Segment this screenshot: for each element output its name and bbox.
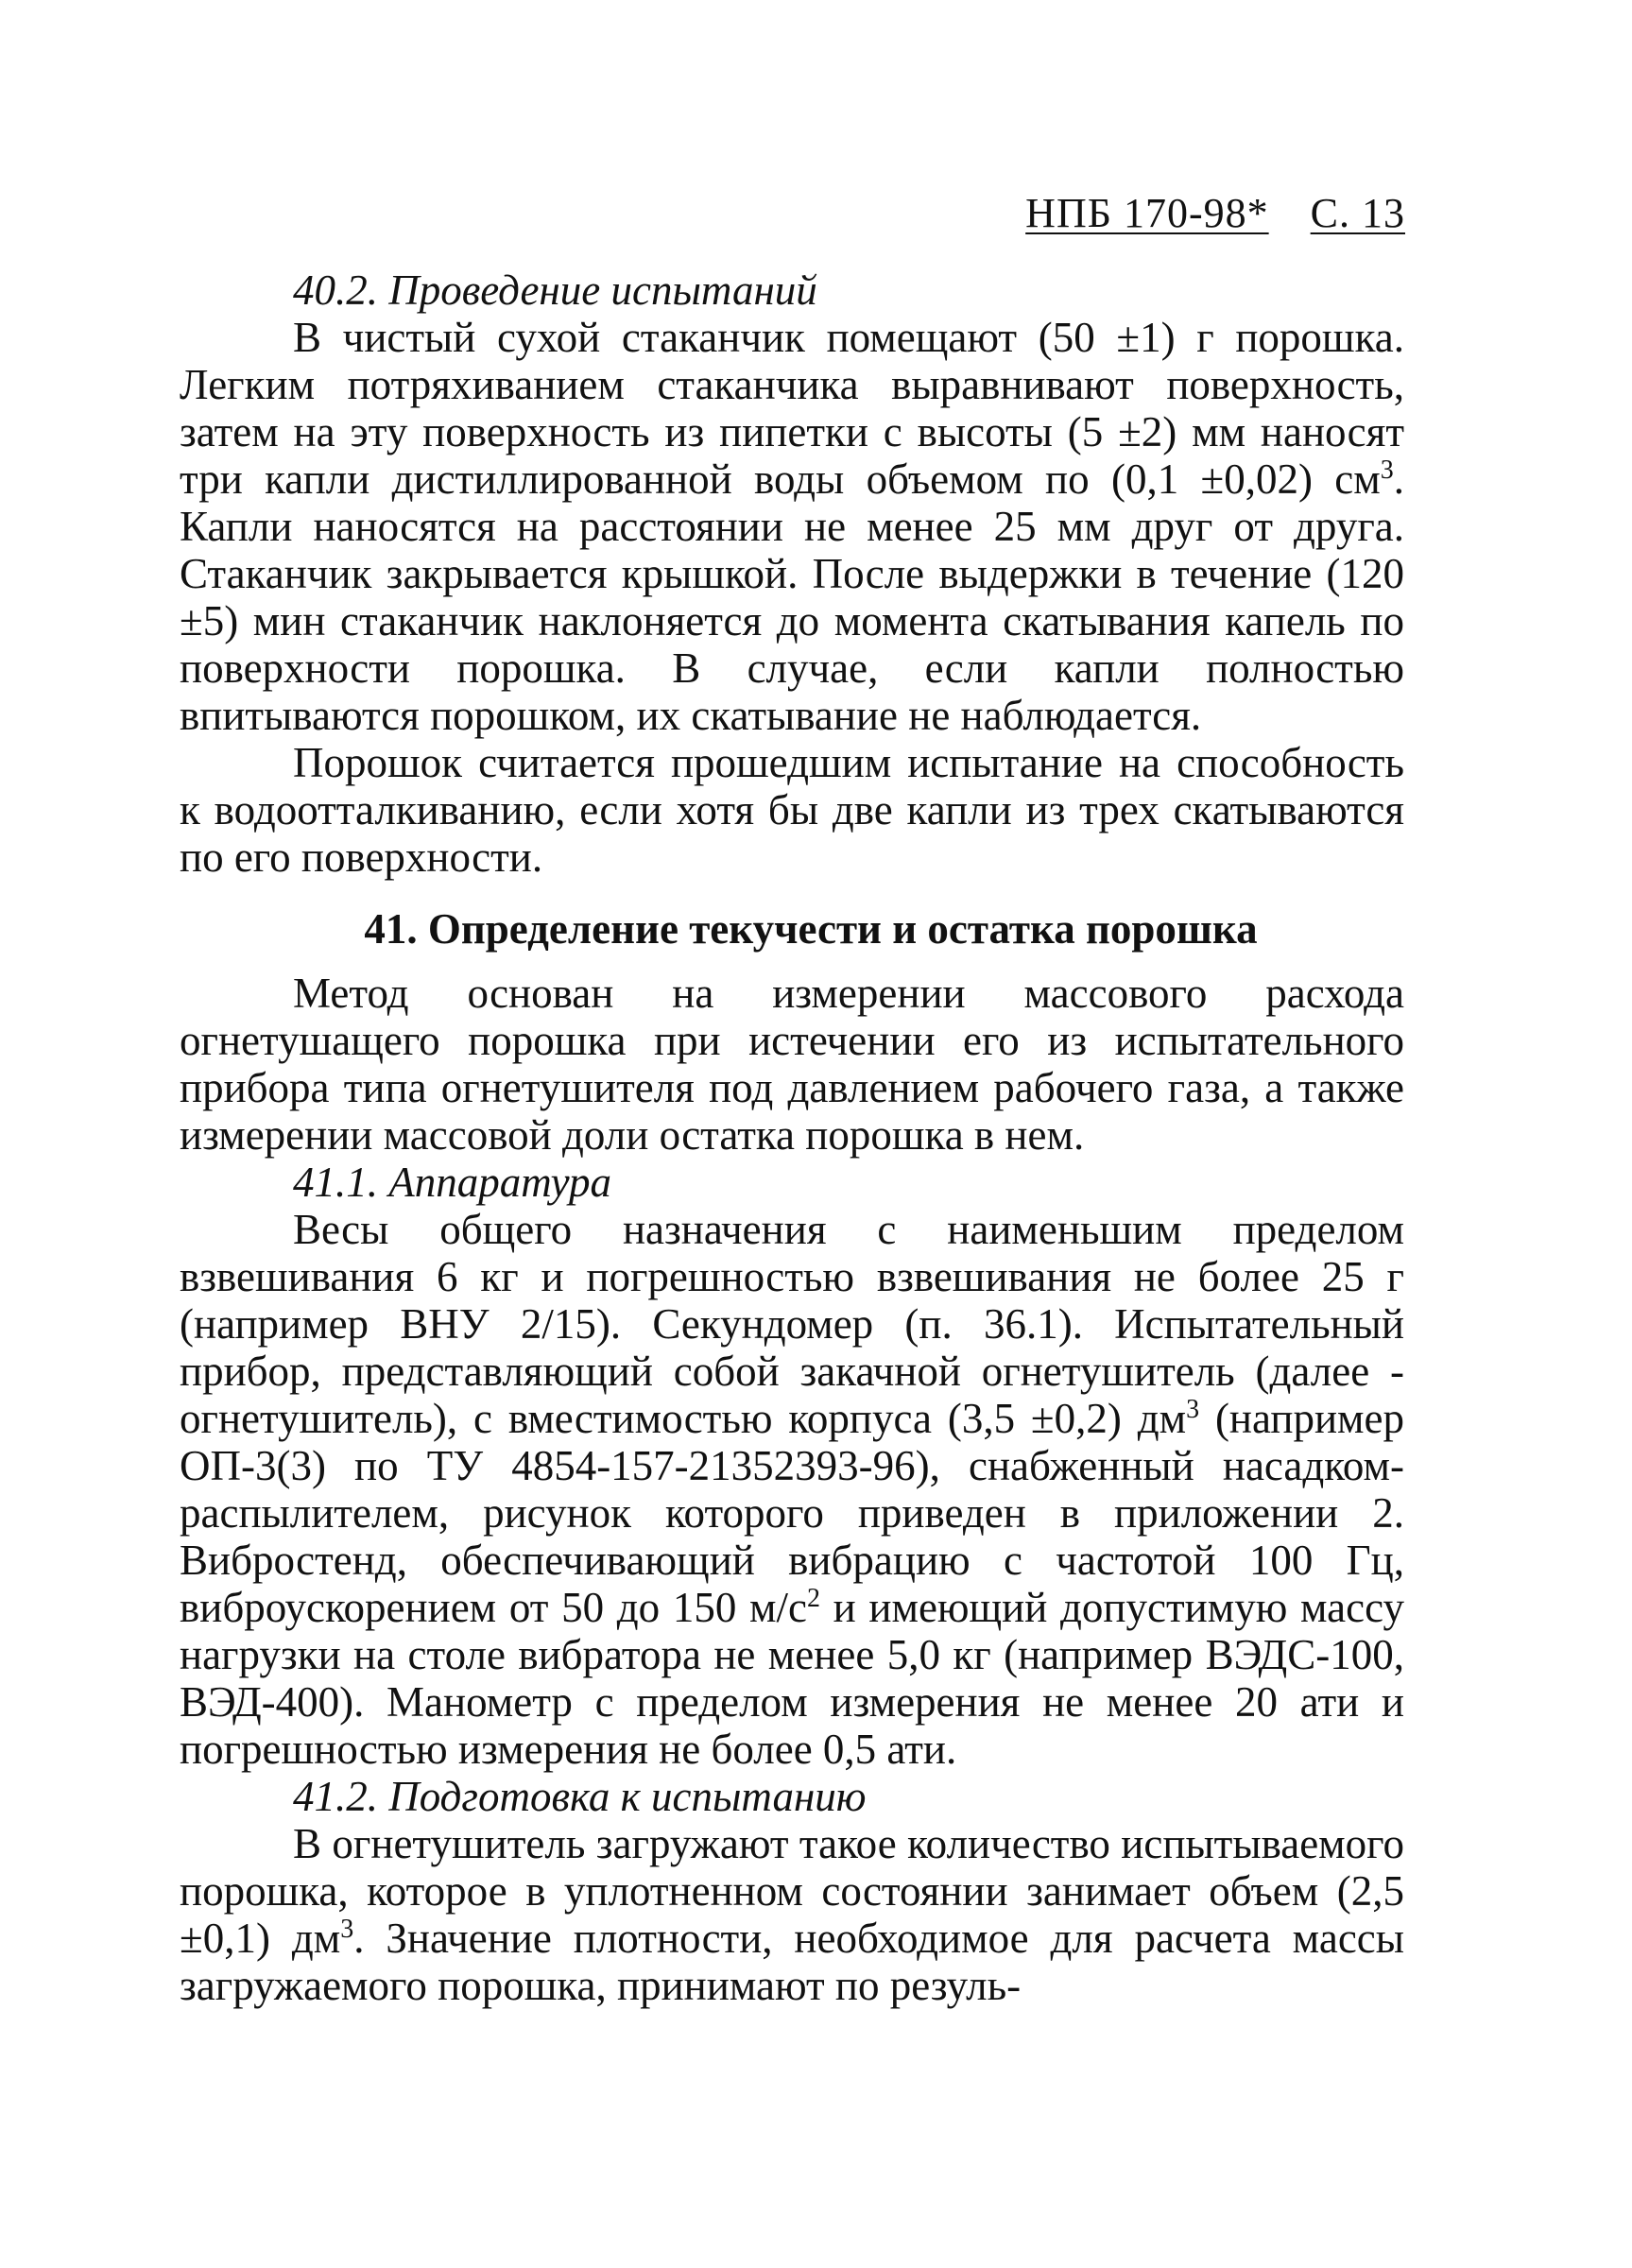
section-title-41: 41. Определение текучести и остатка порошка: [364, 905, 1258, 953]
paragraph-method-intro: Метод основан на измерении массового расхода огнетушащего порошка при истечении его из испытательного прибора типа огнетушителя под давлением рабочего газа, а также измерении массовой доли остатка порошка в нем.: [180, 970, 1404, 1159]
paragraph-preparation: В огнетушитель загружают такое количество испытываемого порошка, которое в уплотненном состоянии занимает объем (2,5 ±0,1) $дм^3$. Значение плотности, необходимое для расчета массы загружаемого порошка, принимают по резуль-: [180, 1820, 1404, 2009]
paragraph-test-result: Порошок считается прошедшим испытание на способность к водоотталкиванию, если хотя бы две капли из трех скатываются по его поверхности.: [180, 739, 1404, 881]
document-id: НПБ 170-98*: [1025, 190, 1269, 236]
paragraph-test-procedure: В чистый сухой стаканчик помещают (50 ±1) г порошка. Легким потряхиванием стаканчика выравнивают поверхность, затем на эту поверхность из пипетки с высоты (5 ±2) мм наносят три капли дистиллированной воды объемом по (0,1 ±0,02) $см^3$. Капли наносятся на расстоянии не менее 25 мм друг от друга. Стаканчик закрывается крышкой. После выдержки в течение (120 ±5) мин стаканчик наклоняется до момента скатывания капель по поверхности порошка. В случае, если капли полностью впитываются порошком, их скатывание не наблюдается.: [180, 314, 1404, 739]
paragraph-apparatus: Весы общего назначения с наименьшим пределом взвешивания 6 кг и погрешностью взвешивания не более 25 г (например ВНУ 2/15). Секундомер (п. 36.1). Испытательный прибор, представляющий собой закачной огнетушитель (далее - огнетушитель), с вместимостью корпуса (3,5 ±0,2) $дм^3$ (например ОП-3(3) по ТУ 4854-157-21352393-96), снабженный насадком-распылителем, рисунок которого приведен в приложении 2. Вибростенд, обеспечивающий вибрацию с частотой 100 Гц, виброускорением от 50 до 150 $м/с^2$ и имеющий допустимую массу нагрузки на столе вибратора не менее 5,0 кг (например ВЭДС-100, ВЭД-400). Манометр с пределом измерения не менее 20 ати и погрешностью измерения не более 0,5 ати.: [180, 1206, 1405, 1773]
page-content: [180, 266, 1404, 2009]
page-number: С. 13: [1310, 190, 1405, 236]
page-header: [1025, 189, 1405, 237]
subheading-40-2: 40.2. Проведение испытаний: [293, 266, 817, 314]
subheading-41-2: 41.2. Подготовка к испытанию: [293, 1773, 867, 1820]
subheading-41-1: 41.1. Аппаратура: [293, 1159, 611, 1206]
